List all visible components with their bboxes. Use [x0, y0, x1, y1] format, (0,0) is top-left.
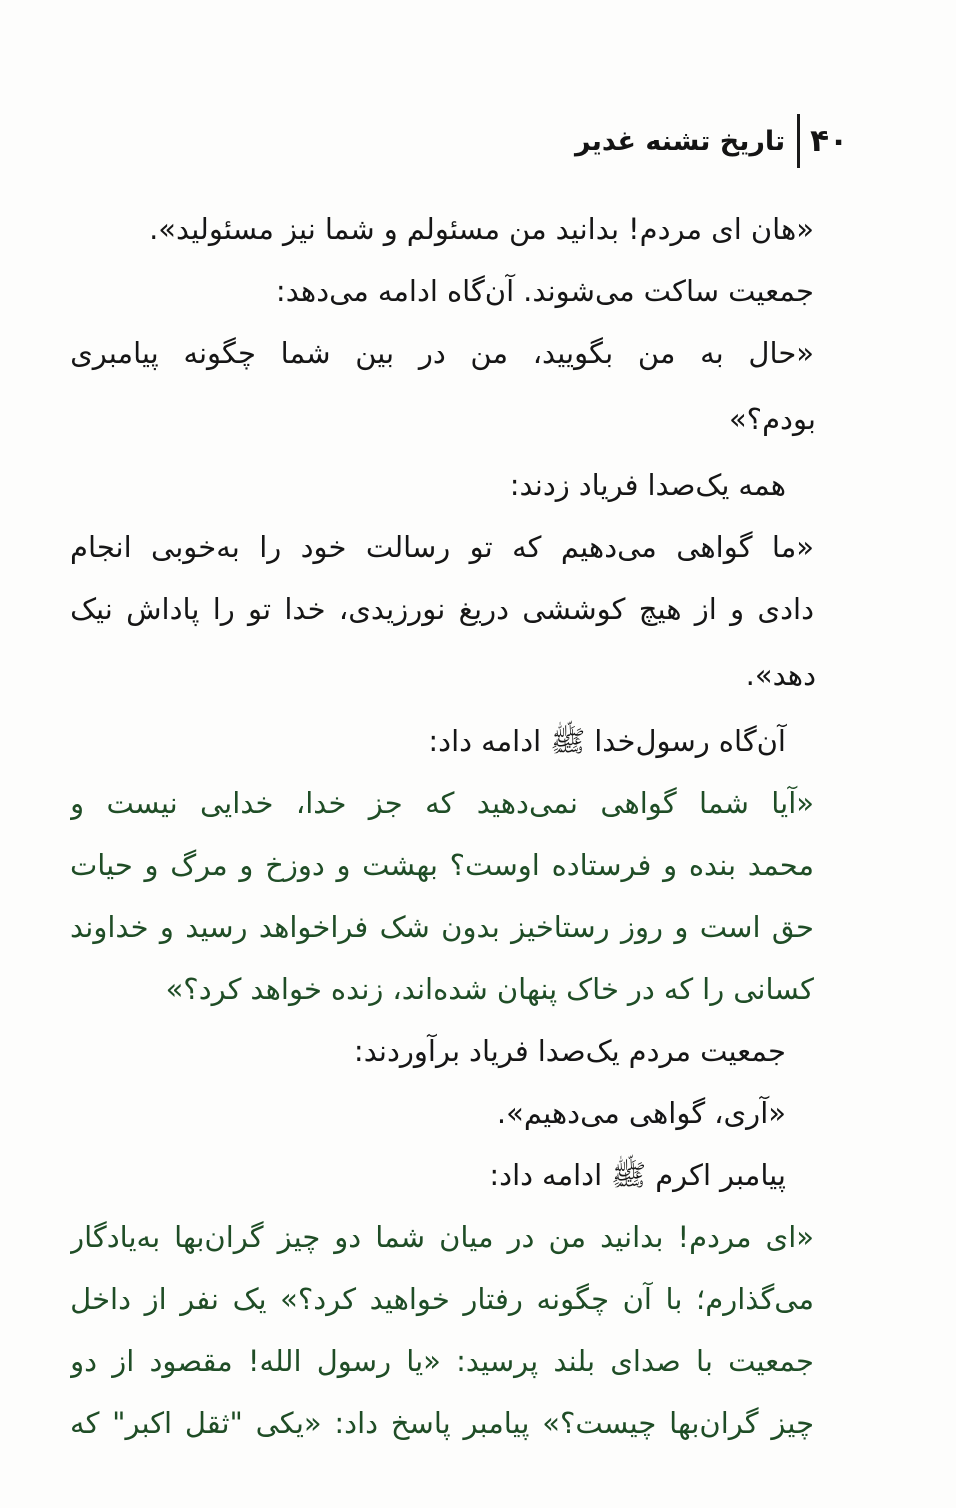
word: از [112, 1344, 135, 1378]
word: و [70, 786, 85, 820]
word: که [425, 786, 455, 820]
word: من [470, 336, 509, 370]
word: گران‌بها [669, 1406, 759, 1440]
text-line [70, 516, 816, 578]
word: با [665, 1282, 683, 1316]
word: کرد؟» [165, 972, 242, 1006]
word: شما [699, 786, 749, 820]
word: کرد؟» [280, 1282, 357, 1316]
word: ادامه [377, 274, 438, 308]
word: و [663, 848, 678, 882]
word: دو [334, 1220, 362, 1254]
word: "ثقل [184, 1406, 243, 1440]
word: دادی [757, 592, 814, 626]
word: که [70, 1406, 100, 1440]
word: چیز [771, 1406, 814, 1440]
word: مرگ [170, 848, 228, 882]
word: «حال [748, 336, 814, 370]
running-title: تاریخ تشنه غدیر [574, 125, 786, 157]
word: دهد». [745, 658, 816, 692]
word: خدایی [200, 786, 274, 820]
word: نیک [70, 592, 113, 626]
word: نمی‌دهید [476, 786, 578, 820]
page-number: ۴۰ [810, 123, 848, 159]
word: کوششی [522, 592, 626, 626]
word: پیامبر [720, 1158, 786, 1192]
word: من [548, 1220, 587, 1254]
word: رسالت [365, 530, 451, 564]
word: الله! [247, 1344, 302, 1378]
word: خواهد [250, 972, 322, 1006]
word: رفتار [463, 1282, 523, 1316]
word: انجام [70, 530, 132, 564]
word: و [159, 910, 174, 944]
word: بگویید، [532, 336, 614, 370]
word: و [144, 848, 159, 882]
word: می‌دهیم [560, 530, 657, 564]
word: از [144, 1282, 167, 1316]
word: «هان [750, 212, 814, 246]
word: یک‌صدا [537, 1034, 620, 1068]
word: میان [439, 1220, 494, 1254]
word: همه [738, 468, 786, 502]
text-line [70, 1330, 816, 1392]
word: داد: [428, 724, 473, 758]
word: شک [379, 910, 430, 944]
word: «ما [771, 530, 814, 564]
word: زدند: [509, 468, 570, 502]
word: می‌دهد: [275, 274, 369, 308]
word: فراخواهد [258, 910, 369, 944]
word: چیز [277, 1220, 321, 1254]
word: و [383, 212, 398, 246]
word: خدا [284, 592, 326, 626]
text-line [70, 772, 816, 834]
word: با [695, 1344, 713, 1378]
word: در [507, 1220, 535, 1254]
word: فرستاده [551, 848, 652, 882]
word: گواهی [628, 1096, 706, 1130]
text-line [70, 1020, 816, 1082]
word: به‌خوبی [151, 530, 240, 564]
text-line [70, 322, 816, 384]
word: «ای [765, 1220, 814, 1254]
word: می‌دهیم». [496, 1096, 620, 1130]
word: خواهید [369, 1282, 450, 1316]
word: بدانید [600, 1220, 664, 1254]
word: گواهی [676, 530, 753, 564]
word: مسئولید». [149, 212, 274, 246]
word: از [694, 592, 717, 626]
word: است [699, 910, 761, 944]
word: پاداش [126, 592, 200, 626]
word: «آری، [714, 1096, 786, 1130]
text-line [70, 1082, 816, 1144]
word: گران‌بها [174, 1220, 264, 1254]
word: را [702, 972, 725, 1006]
word: چیست؟» [542, 1406, 657, 1440]
word: شما [375, 1220, 426, 1254]
word: خود [300, 530, 347, 564]
word: که [512, 530, 542, 564]
word: و [336, 848, 351, 882]
word: داد: [489, 1158, 534, 1192]
word: چگونه [536, 1282, 610, 1316]
word: مردم! [677, 1220, 752, 1254]
word: بدانید [555, 212, 620, 246]
word: دوزخ [265, 848, 325, 882]
text-line [70, 1144, 816, 1206]
word: من [637, 336, 676, 370]
text-line [70, 640, 816, 710]
word: مقصود [149, 1344, 233, 1378]
word: مسئولم [406, 212, 501, 246]
text-line [70, 834, 816, 896]
word: من [509, 212, 547, 246]
word: تو [469, 530, 493, 564]
word: بلند [553, 1344, 596, 1378]
word: و [674, 910, 689, 944]
word: می‌شوند. [523, 274, 635, 308]
word: ای [711, 212, 742, 246]
word: داخل [70, 1282, 132, 1316]
word: و [239, 848, 254, 882]
word: آن [622, 1282, 652, 1316]
word: آن‌گاه [446, 274, 515, 308]
word: در [627, 972, 655, 1006]
word: آن‌گاه [718, 724, 786, 758]
text-line [70, 1206, 816, 1268]
word: نیست [106, 786, 178, 820]
word: جز [368, 786, 403, 820]
word: بنده [688, 848, 737, 882]
word: اکبر" [112, 1406, 173, 1440]
word: را [212, 592, 235, 626]
word: روز [621, 910, 664, 944]
word: که [663, 972, 694, 1006]
word: هیچ [638, 592, 682, 626]
word: فریاد [469, 1034, 529, 1068]
word: چگونه [183, 336, 256, 370]
word: ﷺ [611, 1158, 647, 1192]
word: در [418, 336, 446, 370]
text-line [70, 198, 816, 260]
word: بودم؟» [728, 402, 816, 436]
word: داد: [334, 1406, 379, 1440]
text-line [70, 1392, 816, 1454]
word: خدا، [295, 786, 347, 820]
page-header [575, 112, 848, 170]
word: شده‌اند، [392, 972, 488, 1006]
word: نفر [180, 1282, 219, 1316]
word: و [730, 592, 745, 626]
header-divider [797, 114, 800, 168]
word: نیز [282, 212, 316, 246]
word: شما [280, 336, 331, 370]
text-line [70, 1268, 816, 1330]
word: بهشت [362, 848, 438, 882]
word: محمد [747, 848, 814, 882]
text-line [70, 384, 816, 454]
word: حیات [70, 848, 133, 882]
word: کسانی [733, 972, 814, 1006]
word: مردم [628, 1034, 692, 1068]
word: جمعیت [700, 1034, 786, 1068]
word: ادامه [542, 1158, 603, 1192]
word: «آیا [771, 786, 814, 820]
word: رسول [316, 1344, 392, 1378]
word: ساکت [643, 274, 720, 308]
text-line [70, 454, 816, 516]
word: می‌گذارم؛ [696, 1282, 814, 1316]
word: رستاخیز [511, 910, 610, 944]
word: جمعیت [728, 274, 814, 308]
word: فریاد [578, 468, 639, 502]
text-line [70, 710, 816, 772]
word: دو [70, 1344, 98, 1378]
word: رسید [185, 910, 248, 944]
word: خداوند [70, 910, 149, 944]
word: شما [324, 212, 375, 246]
word: «یکی [255, 1406, 322, 1440]
word: جمعیت [728, 1344, 814, 1378]
word: برآوردند: [353, 1034, 461, 1068]
text-line [70, 896, 816, 958]
word: گواهی [600, 786, 677, 820]
text-line [70, 958, 816, 1020]
word: دریغ [458, 592, 510, 626]
word: پرسید: [456, 1344, 539, 1378]
page-body-text [70, 198, 816, 1454]
word: صدای [610, 1344, 681, 1378]
word: پنهان [496, 972, 558, 1006]
word: تو [248, 592, 272, 626]
word: زنده [330, 972, 384, 1006]
word: به [700, 336, 724, 370]
word: اکرم [655, 1158, 712, 1192]
word: ادامه [481, 724, 542, 758]
word: پاسخ [390, 1406, 451, 1440]
word: بدون [441, 910, 500, 944]
word: رسول‌خدا [594, 724, 710, 758]
word: پیامبر [463, 1406, 530, 1440]
word: مردم! [628, 212, 703, 246]
word: بین [355, 336, 395, 370]
word: «یا [406, 1344, 441, 1378]
text-line [70, 260, 816, 322]
word: ﷺ [550, 724, 586, 758]
word: نورزیدی، [338, 592, 446, 626]
word: یک [232, 1282, 267, 1316]
word: یک‌صدا [647, 468, 730, 502]
word: حق [771, 910, 814, 944]
text-line [70, 578, 816, 640]
word: به‌یادگار [70, 1220, 161, 1254]
word: اوست؟ [449, 848, 540, 882]
word: خاک [566, 972, 619, 1006]
word: را [259, 530, 282, 564]
word: پیامبری [70, 336, 159, 370]
